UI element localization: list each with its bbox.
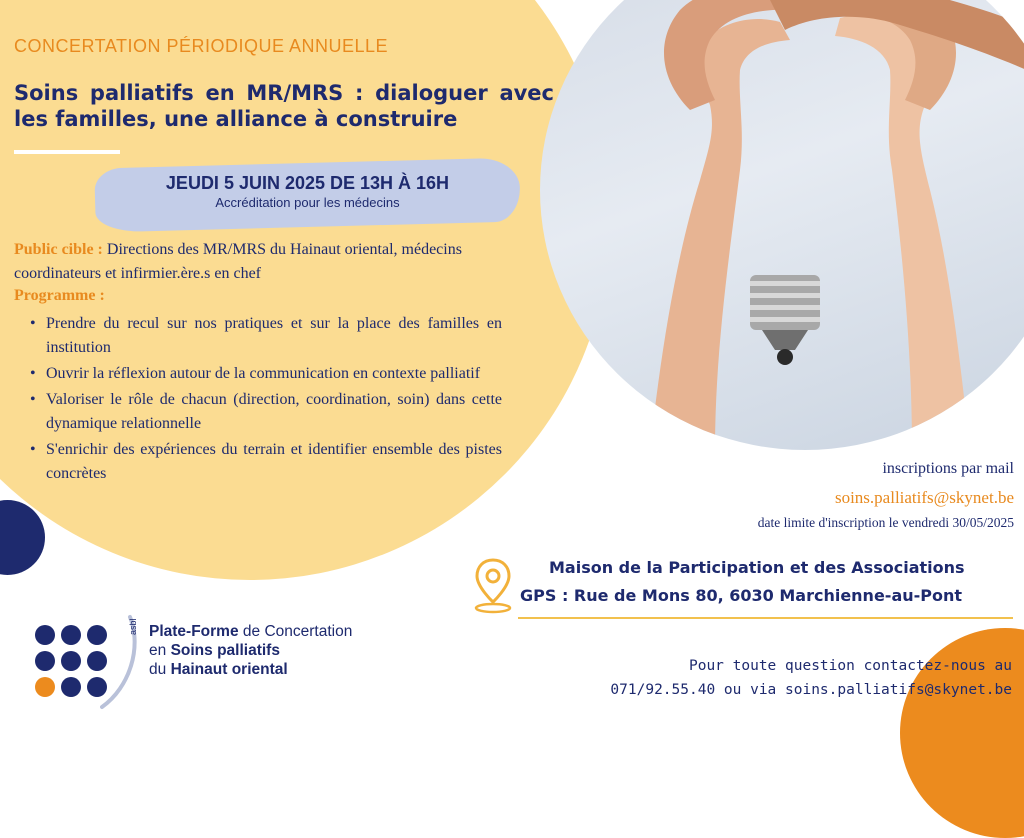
- contact-block: [592, 654, 1012, 702]
- registration-deadline: date limite d'inscription le vendredi 30/05/2025: [757, 515, 1014, 530]
- logo-line3-pre: du: [149, 661, 171, 678]
- event-title: Soins palliatifs en MR/MRS : dialoguer avec les familles, une alliance à construire: [14, 81, 554, 131]
- logo-dot: [61, 625, 81, 645]
- hands-lightbulb-photo: [540, 0, 1024, 450]
- programme-item: • Prendre du recul sur nos pratiques et sur la place des familles en institution: [30, 312, 502, 360]
- event-date: JEUDI 5 JUIN 2025 DE 13H À 16H: [165, 173, 450, 193]
- logo-dot-orange: [35, 677, 55, 697]
- audience-text: Directions des MR/MRS du Hainaut oriental, médecins coordinateurs et infirmier.ère.s en chef: [14, 241, 462, 282]
- logo-line2-pre: en: [149, 642, 171, 659]
- accreditation-note: Accréditation pour les médecins: [215, 195, 400, 210]
- contact-line-2: 071/92.55.40 ou via soins.palliatifs@skynet.be: [610, 682, 1012, 698]
- organization-logo-dots: [35, 625, 107, 697]
- registration-email-link[interactable]: soins.palliatifs@skynet.be: [834, 488, 1014, 507]
- location-pin-icon: [472, 556, 514, 614]
- logo-dot: [61, 651, 81, 671]
- programme-item: • S'enrichir des expériences du terrain et identifier ensemble des pistes concrètes: [30, 438, 502, 486]
- logo-line3-bold: Hainaut oriental: [170, 661, 288, 678]
- address-divider: [518, 617, 1013, 619]
- programme-item: • Ouvrir la réflexion autour de la communication en contexte palliatif: [30, 362, 502, 386]
- programme-item: • Valoriser le rôle de chacun (direction, coordination, soin) dans cette dynamique relationnelle: [30, 388, 502, 436]
- audience-label: Public cible :: [14, 241, 103, 258]
- contact-line-1: Pour toute question contactez-nous au: [688, 658, 1012, 674]
- venue-name: Maison de la Participation et des Associations: [549, 558, 965, 577]
- programme-list: [30, 312, 502, 488]
- logo-line1-rest: de Concertation: [238, 623, 353, 640]
- venue-gps-address: GPS : Rue de Mons 80, 6030 Marchienne-au-Pont: [520, 586, 963, 605]
- logo-dot: [35, 625, 55, 645]
- logo-line2-bold: Soins palliatifs: [170, 642, 280, 659]
- logo-dot: [35, 651, 55, 671]
- programme-label: Programme :: [14, 287, 105, 304]
- logo-dot: [61, 677, 81, 697]
- logo-asbl: asbl: [128, 618, 138, 635]
- event-kicker: CONCERTATION PÉRIODIQUE ANNUELLE: [14, 36, 389, 56]
- organization-logo-text: [149, 622, 352, 679]
- registration-heading: inscriptions par mail: [882, 460, 1014, 477]
- logo-line1-bold: Plate-Forme: [149, 623, 239, 640]
- audience-block: [14, 238, 534, 286]
- title-underline: [14, 150, 120, 154]
